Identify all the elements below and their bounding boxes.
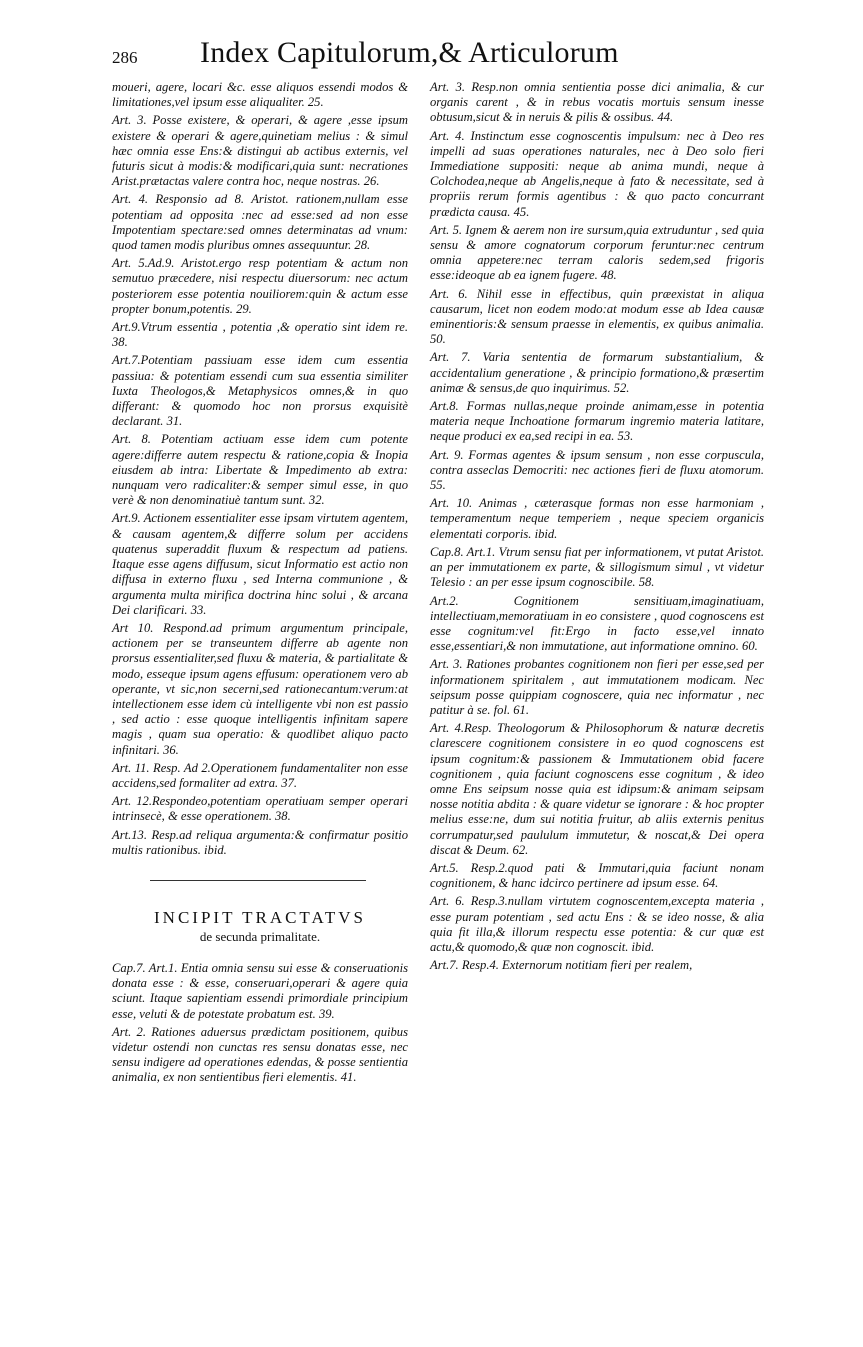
index-entry: Art.9.Vtrum essentia , potentia ,& operatio sint idem re. 38. xyxy=(112,320,408,350)
page-header xyxy=(112,36,772,78)
index-entry: Art. 3. Posse existere, & operari, & agere ,esse ipsum existere & operari & agere,quinetiam melius : & simul hæc omnia esse Ens:& distingui ab actibus externis, vel futuris sicut à modis:& modificari,quia sunt: necrationes Arist.prætactas valere contra hoc, neque nostras. 26. xyxy=(112,113,408,189)
index-entry: Art.7. Resp.4. Externorum notitiam fieri per realem, xyxy=(430,958,693,973)
index-entry: Art.13. Resp.ad reliqua argumenta:& confirmatur positio multis rationibus. ibid. xyxy=(112,827,408,857)
index-entry: Art.9. Actionem essentialiter esse ipsam virtutem agentem, & causam agentem,& differre solum per accidens quatenus superaddit fluxum & respectum ad patiens. Itaque esse agens diffusum, sicut Informatio est actio non diffusa in externo fluxu , sed Interna communione , & argumenta multa mirifica doctrina hinc solui , & arcana Dei clarificari. 33. xyxy=(112,511,408,617)
index-entry: Cap.7. Art.1. Entia omnia sensu sui esse & conseruationis donata esse : & esse, conseruari,operari & agere quia sciunt. Itaque sapientiam essendi primordiale principium esse, veluti & de potestate probatum est. 39. xyxy=(112,960,408,1021)
section-divider xyxy=(150,880,366,881)
index-entry: Art.7.Potentiam passiuam esse idem cum essentia passiua: & potentiam essendi cum sua essentia similiter Iuxta Theologos,& Metaphysicos omnes,& in quo differant: & quomodo hoc non prorsus exquisitè declarant. 31. xyxy=(112,353,408,429)
index-entry: Art. 5. Ignem & aerem non ire sursum,quia extruduntur , sed quia sensu & amore cognatorum corporum feruntur:nec centrum omnia appetere:nec terram caloris sedem,sed frigoris esse:ideoque ab ea ignem fugere. 48. xyxy=(430,222,764,283)
index-entry: Art.5. Resp.2.quod pati & Immutari,quia faciunt nonam cognitionem, & hanc idcirco pertinere ad ipsum esse. 64. xyxy=(430,860,764,891)
index-entry: Art. 6. Nihil esse in effectibus, quin præexistat in aliqua causarum, licet non eodem modo:at modum esse ab Idea causæ eminentioris:& sensum praesse in elementis, ex quibus animalia. 50. xyxy=(430,286,764,347)
index-entry: Art.8. Formas nullas,neque proinde animam,esse in potentia materia neque Inchoatione formarum ingremio materia latitare, neque produci ex ea,sed recipi in ea. 53. xyxy=(430,399,764,444)
section-heading: INCIPIT TRACTATVS xyxy=(154,907,366,927)
page-title: Index Capitulorum,& Articulorum xyxy=(200,36,619,69)
right-entries-list xyxy=(430,80,764,973)
index-entry: Art. 9. Formas agentes & ipsum sensum , non esse corpuscula, contra asseclas Democriti: nec actiones fieri de fluxu atomorum. 55. xyxy=(430,447,764,493)
right-column xyxy=(430,80,764,976)
index-entry: Art. 12.Respondeo,potentiam operatiuam semper operari intrinsecè, & esse operationem. 38. xyxy=(112,794,408,824)
index-entry: Art. 5.Ad.9. Aristot.ergo resp potentiam & actum non semutuo præcedere, nisi respectu diuersorum: nec actum posteriorem esse potentia nouiliorem:quin & actum esse propter bonum,potentis. 29. xyxy=(112,256,408,316)
section-heading-block xyxy=(112,907,408,945)
index-entry: Art.2. Cognitionem sensitiuam,imaginatiuam, intellectiuam,memoratiuam in eo consistere , quod cognoscens est esse cognitum:vel fit:Ergo in facto esse,vel innato esse,essentiari,& non immutatione, aut informatione omnino. 60. xyxy=(430,593,764,654)
index-entry: Art. 3. Rationes probantes cognitionem non fieri per esse,sed per informationem spiritalem , aut immutationem modicam. Nec seipsum posse quippiam cognoscere, quia nec informatur , nec patitur à se. fol. 61. xyxy=(430,657,764,717)
index-entry: Art. 4. Responsio ad 8. Aristot. rationem,nullam esse potentiam ad opposita :nec ad esse:sed ad non esse Impotentiam spectare:sed omnes determinatas ad vnum: quod tamen modis pluribus omnes assequuntur. 28. xyxy=(112,192,408,253)
index-entry: Art. 7. Varia sententia de formarum substantialium, & accidentalium generatione , & principio formationo,& præsertim animæ & sensus,de quo inquirimus. 52. xyxy=(430,350,764,395)
index-entry: moueri, agere, locari &c. esse aliquos essendi modos & limitationes,vel ipsum esse aliqualiter. 25. xyxy=(112,80,408,110)
index-entry: Art. 3. Resp.non omnia sentientia posse dici animalia, & cur organis carent , & in rebus vocatis mortuis sensum inesse obtusum,sicut & in neruis & pilis & ossibus. 44. xyxy=(430,80,764,125)
index-entry: Art. 10. Animas , cæterasque formas non esse harmoniam , temperamentum neque temperiem , neque speciem organicis elementati corporis. ibid. xyxy=(430,496,764,541)
left-entries-list xyxy=(112,80,408,858)
index-entry: Art. 11. Resp. Ad 2.Operationem fundamentaliter non esse accidens,sed formaliter ad extra. 37. xyxy=(112,760,408,790)
left-column xyxy=(112,80,408,1089)
index-entry: Art 10. Respond.ad primum argumentum principale, actionem per se transeuntem differre ab agente non prorsus essentialiter,sed fluxu & materia, & partialitate & modo, esseque ipsum agens effusum: operationem vero ab operante, vt sic,non secerni,sed rationecantum:verum:at intellectionem esse idem cù intelligente vbi non est passio , sed actio : esse quoque intelligentis infinitam sapere magis , quam sua operatio: & quodlibet aliquo pacto infinitari. 36. xyxy=(112,620,408,757)
index-entry: Art. 6. Resp.3.nullam virtutem cognoscentem,excepta materia , esse puram potentiam , sed actu Ens : & se ideo nosse, & alia quia fit illa,& illorum respectu esse potentia: & cur quæ est actu,& quomodo,& quæ non cognoscit. ibid. xyxy=(430,894,764,954)
left-entries-list-2 xyxy=(112,961,408,1086)
index-entry: Art. 2. Rationes aduersus prædictam positionem, quibus videtur ostendi non cunctas res sensu donatas esse, nec sensu indigere ad operationes edendas, & posse sentientia animalia, ex non sentientibus fieri elementis. 41. xyxy=(112,1024,408,1085)
index-entry: Art. 8. Potentiam actiuam esse idem cum potente agere:differre autem respectu & ratione,copia & Inopia eiusdem ab intra: Libertate & Impedimento ab extra: nunquam vero radicaliter:& semper simul esse, in quo verè & non denominatiuè tantum sunt. 32. xyxy=(112,432,408,508)
page-number: 286 xyxy=(112,48,138,67)
index-entry: Art. 4. Instinctum esse cognoscentis impulsum: nec à Deo res impelli ad suas operationes naturales, nec à Deo solo fieri Immediatione suppositi: neque ab anima mundi, neque à Colchodea,neque ab Angelis,neque à fato & necessitate, sed à propriis rerum formis agentibus : & quo pacto concurrant prædicta causa. 45. xyxy=(430,128,764,219)
index-entry: Cap.8. Art.1. Vtrum sensu fiat per informationem, vt putat Aristot. an per immutationem ex parte, & sillogismum simul , vt videtur Telesio : an per esse ipsum cognoscibile. 58. xyxy=(430,544,764,590)
index-entry: Art. 4.Resp. Theologorum & Philosophorum & naturæ decretis clarescere cognitionem consistere in eo quod cognoscens est ipsum cognitum:& passionem & Immutationem obid facere cognitionem , quia faciunt cognoscens esse cognitum , & ideo omne Ens seipsum nosse quia est idipsum:& animam seipsam nosse notitia abdita : & quare videtur se ignorare : & hoc propter melius esse:ne, dum sui notitia fruitur, ab aliis externis penitus corrumpatur,sed paululum immutetur, & noscat,& Dei opera discat & Deum. 62. xyxy=(430,721,764,857)
section-subheading: de secunda primalitate. xyxy=(199,928,321,944)
